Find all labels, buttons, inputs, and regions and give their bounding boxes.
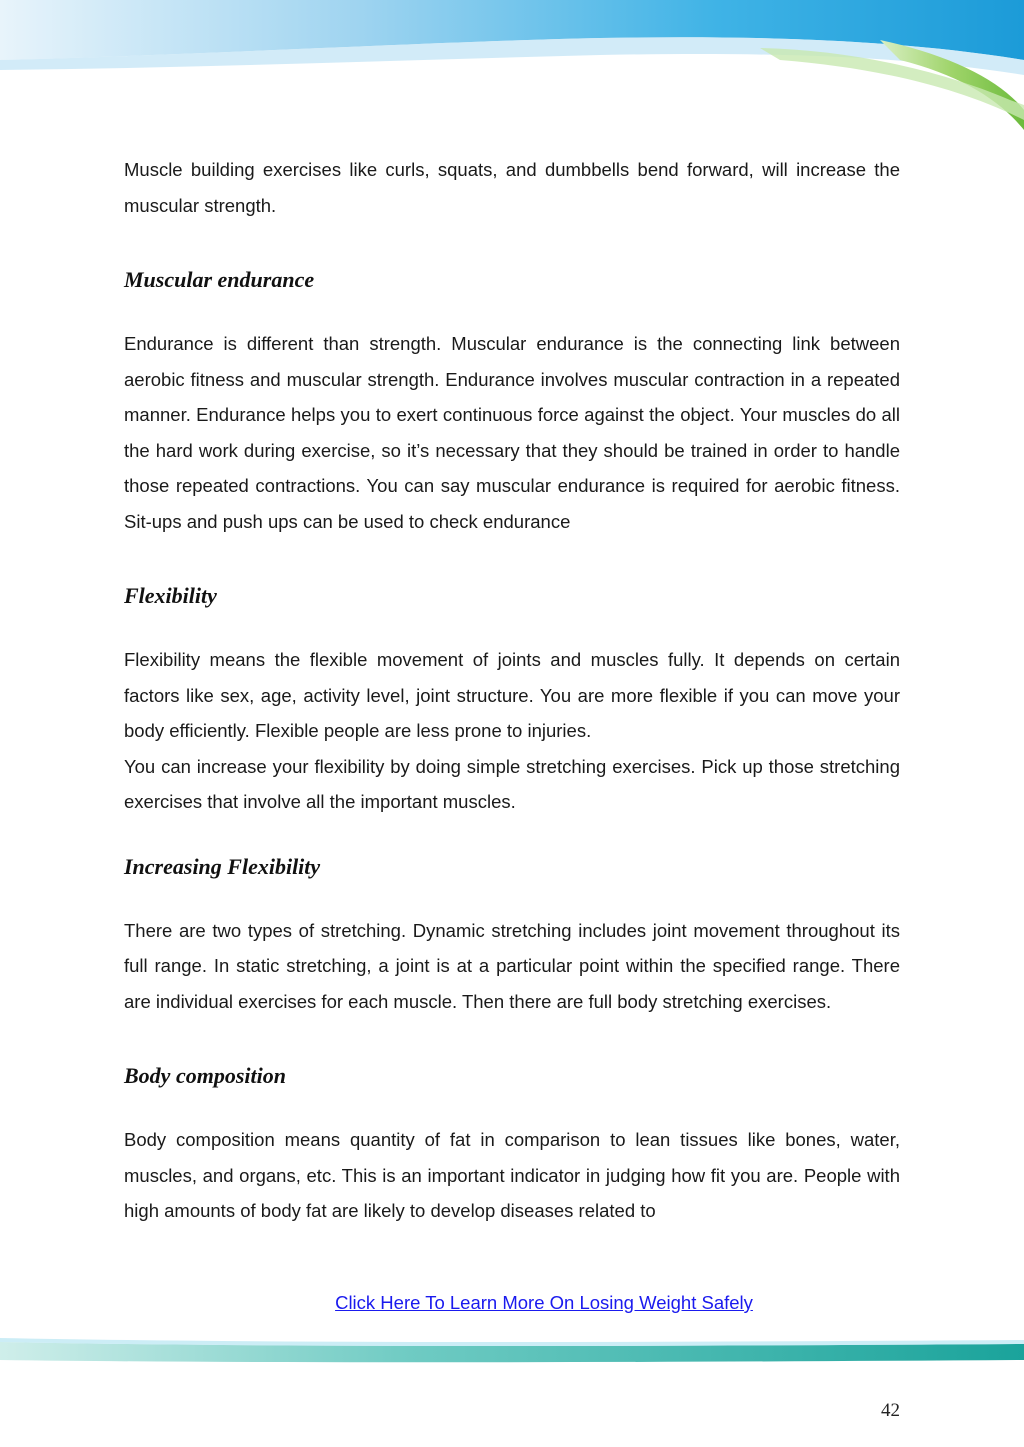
heading-body-composition: Body composition <box>124 1063 286 1088</box>
heading-increasing-flexibility: Increasing Flexibility <box>124 853 321 879</box>
heading-flexibility: Flexibility <box>124 583 217 608</box>
body-composition-paragraph: Body composition means quantity of fat in comparison to lean tissues like bones, water, muscles, and organs, etc. This is an important indicator in judging how fit you are. People with high amounts of body fat are likely to develop diseases related to <box>124 1129 900 1221</box>
learn-more-link[interactable]: Click Here To Learn More On Losing Weight Safely <box>335 1292 753 1313</box>
header-swoosh-graphic <box>0 0 1024 140</box>
footer-link-line <box>124 1292 964 1314</box>
footer-band-graphic <box>0 1330 1024 1370</box>
heading-muscular-endurance: Muscular endurance <box>124 267 315 292</box>
page-number: 42 <box>881 1400 900 1421</box>
flexibility-paragraph-2: You can increase your flexibility by doing simple stretching exercises. Pick up those stretching exercises that involve all the important muscles. <box>124 755 900 812</box>
increasing-flexibility-paragraph: There are two types of stretching. Dynamic stretching includes joint movement throughout its full range. In static stretching, a joint is at a particular point within the specified range. There are individual exercises for each muscle. Then there are full body stretching exercises. <box>124 919 900 1012</box>
page-content <box>124 152 900 1229</box>
flexibility-paragraph-1: Flexibility means the flexible movement of joints and muscles fully. It depends on certain factors like sex, age, activity level, joint structure. You are more flexible if you can move your body efficiently. Flexible people are less prone to injuries. <box>124 649 900 741</box>
intro-paragraph: Muscle building exercises like curls, squats, and dumbbells bend forward, will increase the muscular strength. <box>124 159 900 216</box>
endurance-paragraph: Endurance is different than strength. Muscular endurance is the connecting link between aerobic fitness and muscular strength. Endurance involves muscular contraction in a repeated manner. Endurance helps you to exert continuous force against the object. Your muscles do all the hard work during exercise, so it’s necessary that they should be trained in order to handle those repeated contractions. You can say muscular endurance is required for aerobic fitness. Sit-ups and push ups can be used to check endurance <box>124 333 900 532</box>
